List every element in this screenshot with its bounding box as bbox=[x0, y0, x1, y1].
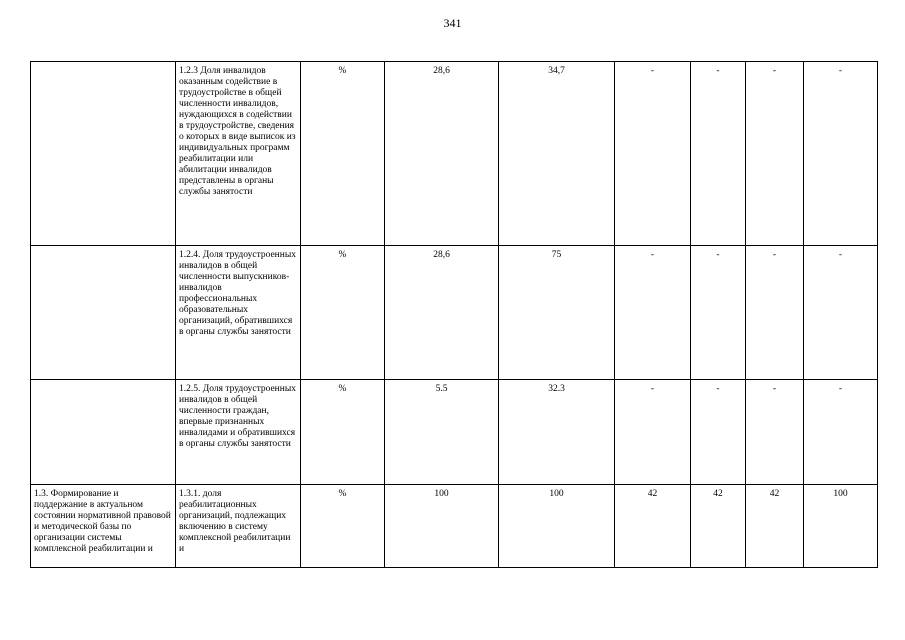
value-cell: 42 bbox=[691, 485, 746, 568]
goal-cell bbox=[31, 62, 176, 246]
value-cell: - bbox=[691, 246, 746, 380]
table-row bbox=[31, 62, 878, 246]
table-row bbox=[31, 380, 878, 485]
value-cell: 100 bbox=[804, 485, 878, 568]
unit-cell: % bbox=[301, 380, 385, 485]
value-cell: - bbox=[615, 62, 691, 246]
value-cell: - bbox=[691, 380, 746, 485]
unit-cell: % bbox=[301, 485, 385, 568]
value-cell: 42 bbox=[615, 485, 691, 568]
value-cell: 28,6 bbox=[385, 246, 499, 380]
value-cell: 75 bbox=[499, 246, 615, 380]
page-number: 341 bbox=[443, 16, 462, 30]
value-cell: - bbox=[804, 380, 878, 485]
indicator-cell: 1.2.4. Доля трудоустроенных инвалидов в общей численности выпускников-инвалидов профессиональных образовательных организаций, обратившихся в органы службы занятости bbox=[176, 246, 301, 380]
table-row bbox=[31, 246, 878, 380]
table-row bbox=[31, 485, 878, 568]
indicator-cell: 1.3.1. доля реабилитационных организаций, подлежащих включению в систему комплексной реабилитации и bbox=[176, 485, 301, 568]
goal-cell bbox=[31, 246, 176, 380]
value-cell: 100 bbox=[385, 485, 499, 568]
value-cell: 34,7 bbox=[499, 62, 615, 246]
value-cell: - bbox=[746, 380, 804, 485]
value-cell: 28,6 bbox=[385, 62, 499, 246]
indicator-cell: 1.2.3 Доля инвалидов оказанным содействие в трудоустройстве в общей численности инвалидов, нуждающихся в содействии в трудоустройстве, сведения о которых в виде выписок из индивидуальных программ реабилитации или абилитации инвалидов представлены в органы службы занятости bbox=[176, 62, 301, 246]
value-cell: 100 bbox=[499, 485, 615, 568]
value-cell: - bbox=[804, 246, 878, 380]
value-cell: - bbox=[746, 246, 804, 380]
value-cell: - bbox=[804, 62, 878, 246]
value-cell: 32.3 bbox=[499, 380, 615, 485]
goal-cell: 1.3. Формирование и поддержание в актуальном состоянии нормативной правовой и методической базы по организации системы комплексной реабилитации и bbox=[31, 485, 176, 568]
value-cell: - bbox=[615, 246, 691, 380]
value-cell: - bbox=[691, 62, 746, 246]
value-cell: - bbox=[746, 62, 804, 246]
unit-cell: % bbox=[301, 246, 385, 380]
value-cell: 5.5 bbox=[385, 380, 499, 485]
indicators-table bbox=[30, 61, 878, 568]
goal-cell bbox=[31, 380, 176, 485]
unit-cell: % bbox=[301, 62, 385, 246]
value-cell: - bbox=[615, 380, 691, 485]
value-cell: 42 bbox=[746, 485, 804, 568]
indicator-cell: 1.2.5. Доля трудоустроенных инвалидов в общей численности граждан, впервые признанных инвалидами и обратившихся в органы службы занятости bbox=[176, 380, 301, 485]
